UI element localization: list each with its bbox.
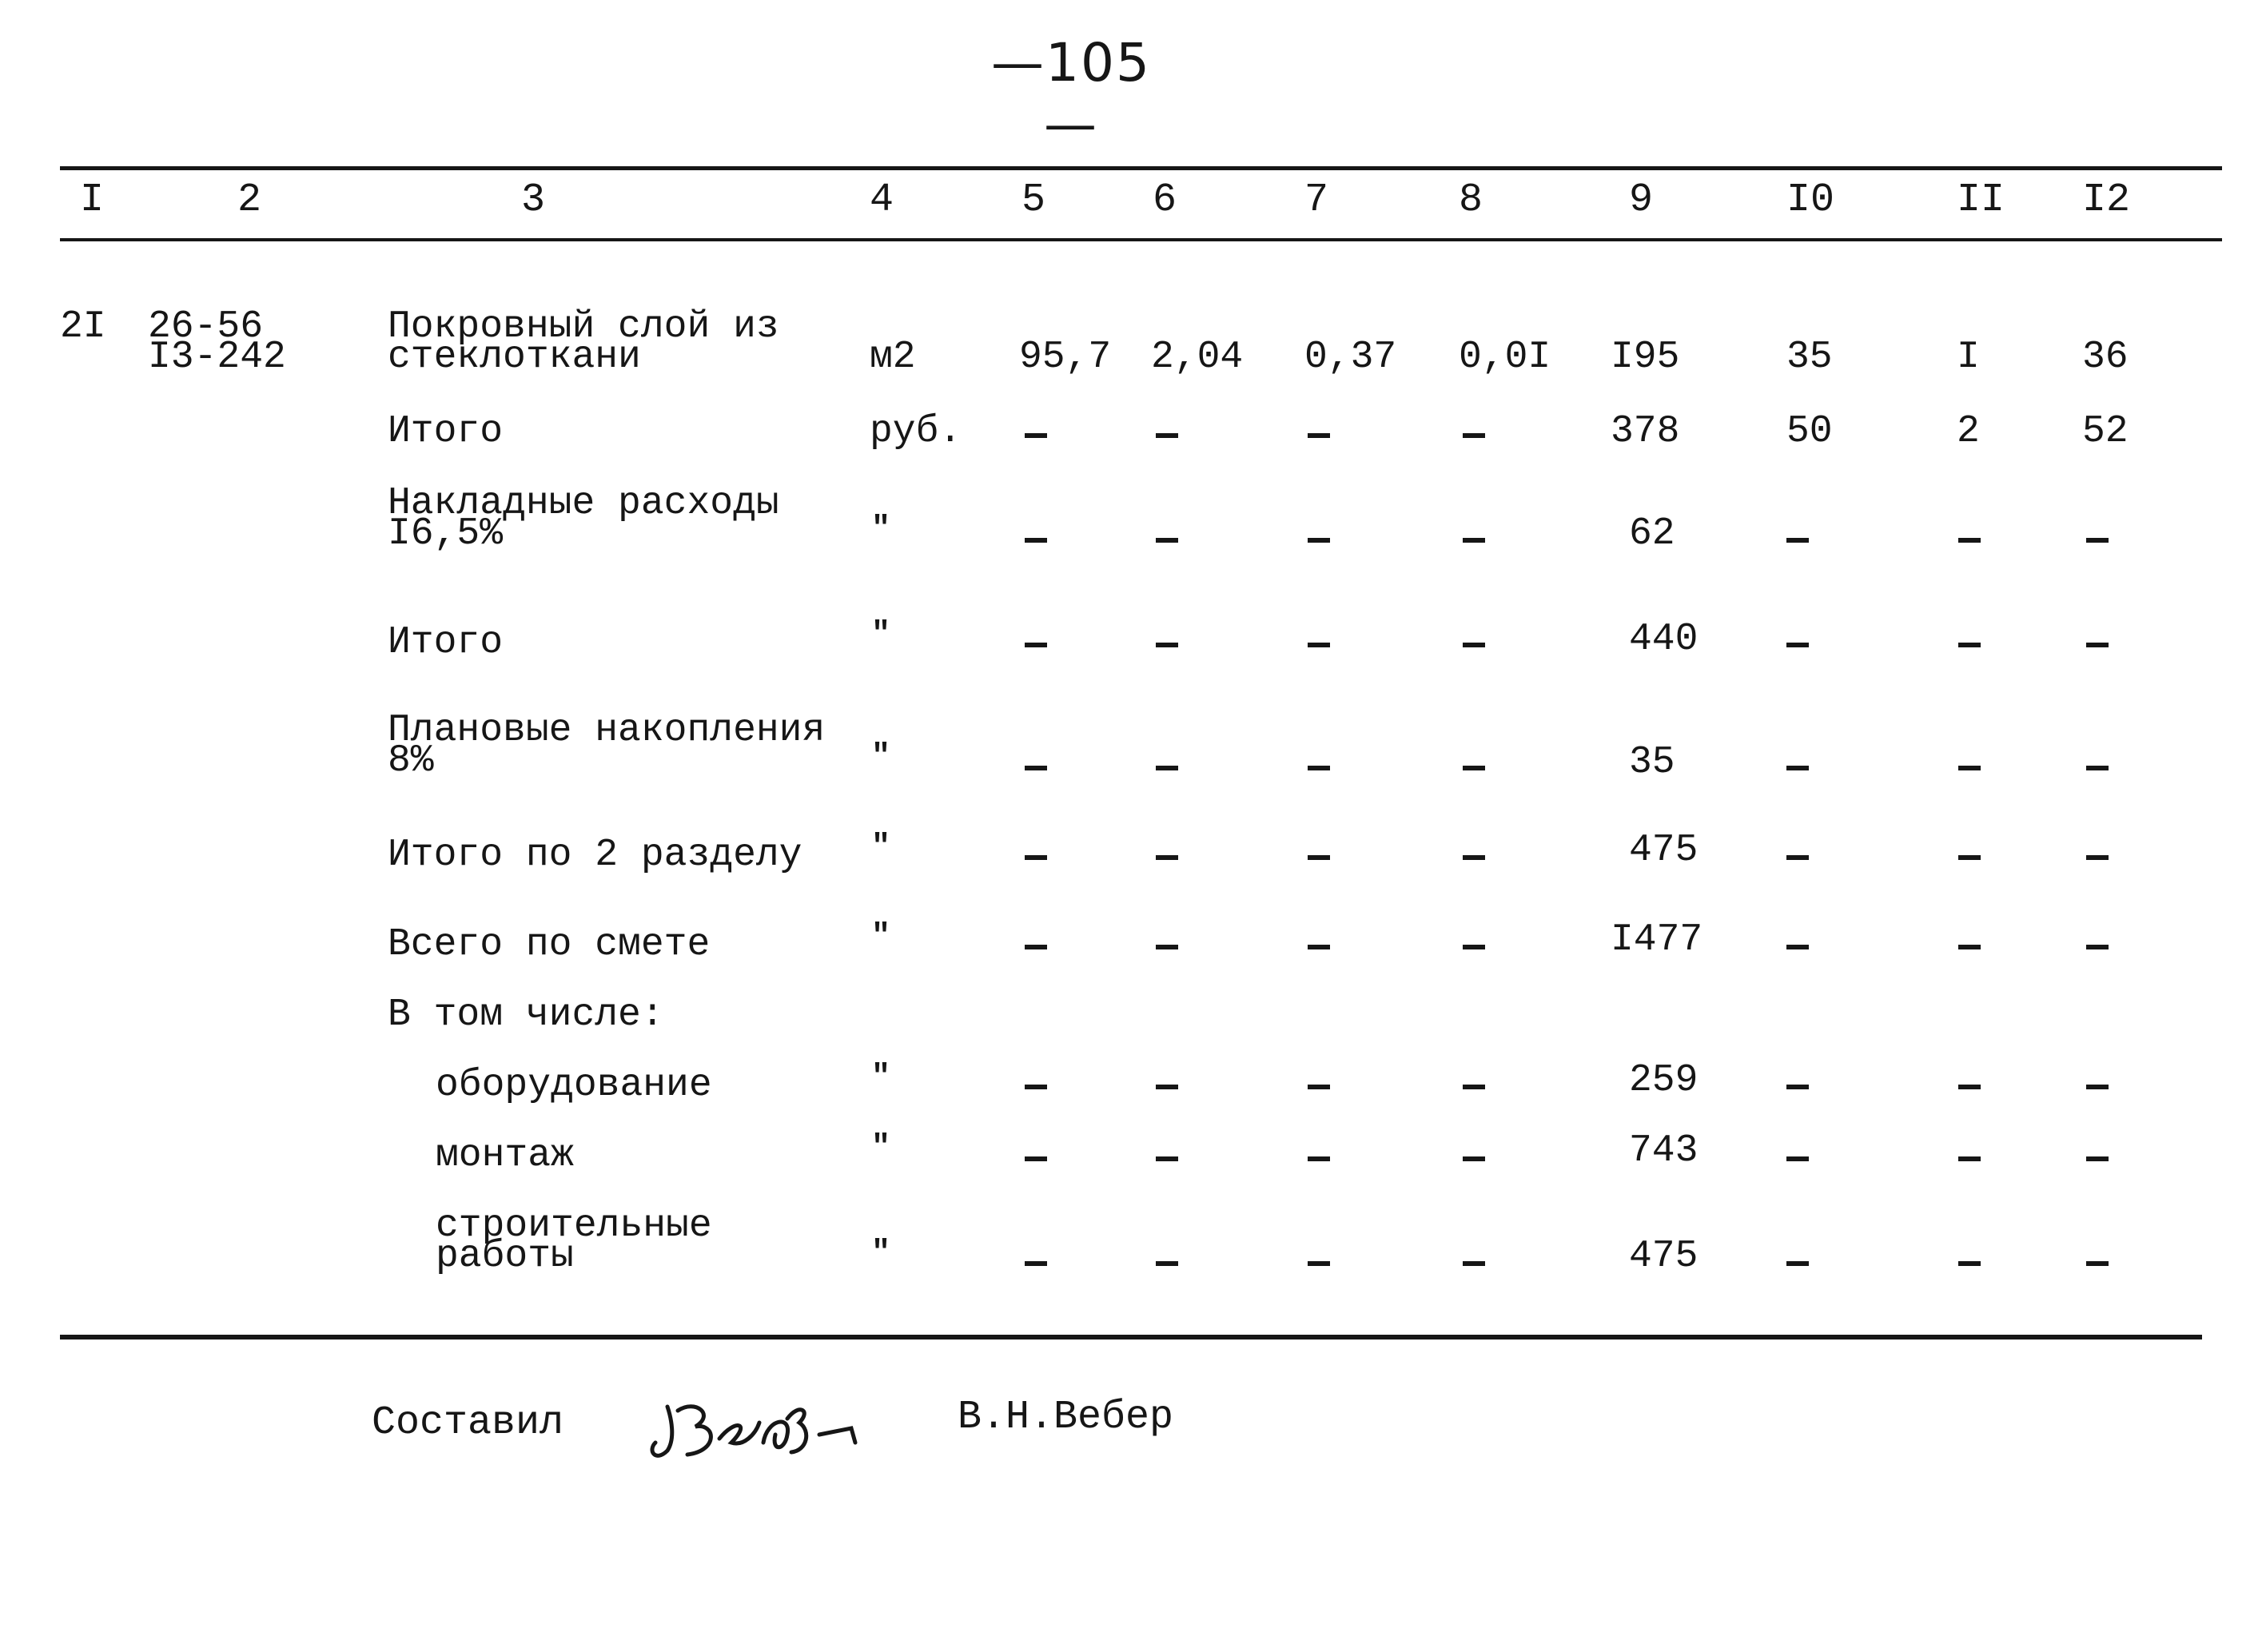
dash-col-8 [1463,766,1485,770]
dash-col-6 [1156,766,1178,770]
dash-col-5 [1025,643,1047,647]
ditto-mark: " [871,1236,891,1272]
table-top-rule [60,166,2222,170]
item-name-line-1: монтаж [436,1134,574,1177]
dash-col-10 [1786,1156,1809,1161]
dash-col-10 [1786,855,1809,860]
value-col-9: I95 [1611,336,1680,379]
item-name-line-1: Итого по 2 разделу [388,834,802,877]
dash-col-11 [1958,1085,1981,1089]
col-header-3: 3 [521,177,546,223]
value-col-9: 62 [1629,512,1675,555]
dash-col-6 [1156,433,1178,438]
dash-col-11 [1958,766,1981,770]
dash-col-5 [1025,1261,1047,1266]
dash-col-12 [2086,643,2109,647]
dash-col-10 [1786,538,1809,543]
col-header-12: I2 [2082,177,2131,223]
dash-col-11 [1958,538,1981,543]
dash-col-6 [1156,1261,1178,1266]
ditto-mark: " [871,830,891,866]
dash-col-8 [1463,538,1485,543]
item-name-line-1: Итого [388,410,504,453]
dash-col-11 [1958,945,1981,949]
item-name-line-1: Покровный слой из [388,305,779,348]
value-col-9: I477 [1611,918,1703,961]
col-header-6: 6 [1153,177,1177,223]
dash-col-12 [2086,766,2109,770]
col-header-7: 7 [1304,177,1329,223]
dash-col-6 [1156,945,1178,949]
dash-col-6 [1156,1085,1178,1089]
ditto-mark: " [871,739,891,775]
dash-col-12 [2086,1261,2109,1266]
dash-col-7 [1308,1085,1330,1089]
ditto-mark: " [871,1060,891,1096]
value-col-8: 0,0I [1459,336,1551,379]
item-name-line-2: стеклоткани [388,336,641,379]
value-col-5: 95,7 [1019,336,1112,379]
dash-col-7 [1308,766,1330,770]
dash-col-12 [2086,538,2109,543]
dash-col-11 [1958,855,1981,860]
value-col-9: 259 [1629,1059,1699,1102]
page-number: —105— [991,32,1151,155]
value-col-9: 440 [1629,618,1699,661]
dash-col-5 [1025,766,1047,770]
col-header-8: 8 [1459,177,1483,223]
item-name-line-2: работы [436,1235,574,1278]
value-col-11: I [1957,336,1980,379]
value-col-7: 0,37 [1304,336,1397,379]
dash-col-8 [1463,643,1485,647]
table-bottom-rule [60,1335,2202,1340]
dash-col-5 [1025,1085,1047,1089]
header-bottom-rule [60,238,2222,241]
dash-col-10 [1786,1261,1809,1266]
dash-col-10 [1786,945,1809,949]
value-col-12: 36 [2082,336,2129,379]
dash-col-10 [1786,643,1809,647]
dash-col-8 [1463,855,1485,860]
item-name-line-1: Итого [388,621,504,664]
col-header-5: 5 [1021,177,1046,223]
dash-col-7 [1308,433,1330,438]
dash-col-8 [1463,945,1485,949]
col-header-4: 4 [870,177,894,223]
col-header-2: 2 [237,177,262,223]
dash-col-12 [2086,1085,2109,1089]
dash-col-7 [1308,855,1330,860]
unit: руб. [870,410,962,453]
col-header-9: 9 [1629,177,1654,223]
col-header-11: II [1957,177,2005,223]
value-col-9: 743 [1629,1129,1699,1172]
norm-code-line-1: 26-56 [148,305,264,348]
dash-col-8 [1463,1261,1485,1266]
ditto-mark: " [871,1130,891,1166]
dash-col-5 [1025,538,1047,543]
dash-col-8 [1463,1156,1485,1161]
item-name-line-2: 8% [388,739,434,782]
col-header-1: I [80,177,105,223]
dash-col-10 [1786,766,1809,770]
value-col-10: 35 [1786,336,1833,379]
dash-col-12 [2086,855,2109,860]
dash-col-8 [1463,1085,1485,1089]
dash-col-8 [1463,433,1485,438]
dash-col-7 [1308,1156,1330,1161]
value-col-6: 2,04 [1151,336,1244,379]
dash-col-11 [1958,643,1981,647]
value-col-11: 2 [1957,410,1980,453]
value-col-12: 52 [2082,410,2129,453]
item-name-line-1: Всего по смете [388,923,711,966]
dash-col-12 [2086,945,2109,949]
dash-col-6 [1156,643,1178,647]
dash-col-6 [1156,1156,1178,1161]
dash-col-5 [1025,1156,1047,1161]
item-name-line-1: оборудование [436,1064,712,1107]
dash-col-6 [1156,855,1178,860]
value-col-9: 475 [1629,1235,1699,1278]
dash-col-11 [1958,1261,1981,1266]
ditto-mark: " [871,617,891,653]
row-number: 2I [60,305,106,348]
dash-col-7 [1308,538,1330,543]
author-name: В.Н.Вебер [958,1395,1174,1440]
dash-col-5 [1025,945,1047,949]
dash-col-12 [2086,1156,2109,1161]
item-name-line-1: Накладные расходы [388,482,779,525]
dash-col-11 [1958,1156,1981,1161]
item-name-line-1: строительные [436,1204,712,1248]
compiled-by-label: Составил [372,1400,564,1446]
item-name-line-2: I6,5% [388,512,504,555]
dash-col-5 [1025,855,1047,860]
dash-col-10 [1786,1085,1809,1089]
dash-col-7 [1308,643,1330,647]
dash-col-5 [1025,433,1047,438]
signature-icon [639,1387,863,1475]
value-col-9: 378 [1611,410,1680,453]
value-col-9: 35 [1629,741,1675,784]
norm-code-line-2: I3-242 [148,336,286,379]
dash-col-7 [1308,1261,1330,1266]
col-header-10: I0 [1786,177,1835,223]
item-name-line-1: Плановые накопления [388,709,826,752]
ditto-mark: " [871,512,891,547]
dash-col-6 [1156,538,1178,543]
dash-col-7 [1308,945,1330,949]
unit: м2 [870,336,916,379]
value-col-10: 50 [1786,410,1833,453]
item-name-line-1: В том числе: [388,993,664,1037]
ditto-mark: " [871,919,891,955]
value-col-9: 475 [1629,829,1699,872]
